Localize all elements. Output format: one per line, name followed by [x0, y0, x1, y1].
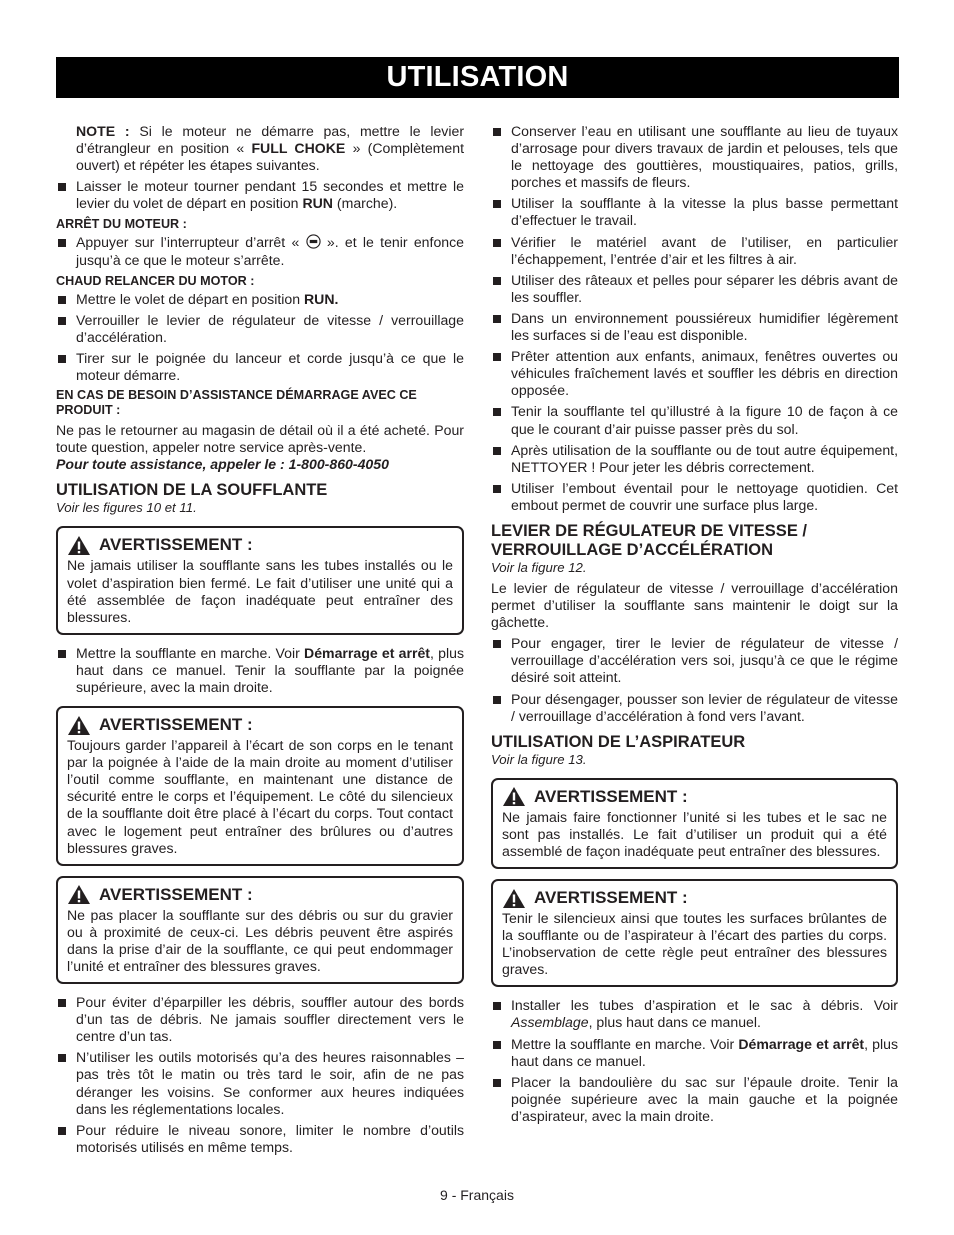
warning-title [67, 884, 453, 906]
list-item: Prêter attention aux enfants, animaux, fenêtres ouvertes ou véhicules fraîchement lavés et souffler les débris en direction opposée. [491, 348, 898, 399]
warning-title [502, 887, 887, 909]
list-item-italic: Assemblage [511, 1014, 589, 1031]
stop-list [56, 234, 464, 268]
warning-title [67, 714, 453, 736]
list-item-text: , plus haut dans ce manuel. [511, 1035, 898, 1069]
list-item-text: , plus haut dans ce manuel. [588, 1014, 761, 1031]
list-item-text: Installer les tubes d’aspiration et le sac à débris. Voir [511, 997, 898, 1014]
list-item: Tirer sur le poignée du lanceur et corde jusqu’à ce que le moteur démarre. [56, 350, 464, 384]
list-item-text: ». et le tenir enfonce jusqu’à ce que le moteur s’arrête. [76, 234, 465, 268]
lever-section-heading: LEVIER DE RÉGULATEUR DE VITESSE / VERROUILLAGE D’ACCÉLÉRATION [491, 521, 807, 559]
list-item: Vérifier le matériel avant de l’utiliser, en particulier l’échappement, l’entrée d’air et les filtres à air. [491, 234, 898, 268]
page-footer: 9 - Français [440, 1187, 514, 1203]
stop-switch-icon [306, 234, 321, 249]
list-item [56, 234, 464, 268]
list-item-text: Mettre le volet de départ en position [76, 290, 301, 307]
lever-list [491, 635, 898, 724]
warning-text: Ne jamais utiliser la soufflante sans les tubes installés ou le volet d’aspiration bien fermé. Le fait d’utiliser une unité qui a été assemblée de façon inadéquate peut entraîner des blessures. [67, 557, 453, 625]
list-item: Pour éviter d’éparpiller les débris, souffler autour des bords d’un tas de débris. Ne jamais souffler directement vers le centre d’un tas. [56, 994, 464, 1045]
vacuum-section-heading: UTILISATION DE L’ASPIRATEUR [491, 732, 746, 751]
list-item: Utiliser la soufflante à la vitesse la plus basse permettant d’effectuer le travail. [491, 195, 898, 229]
list-item-text: Mettre la soufflante en marche. Voir [511, 1035, 735, 1052]
note-paragraph [56, 123, 464, 174]
list-item: Tenir la soufflante tel qu’illustré à la figure 10 de façon à ce que le courant d’air puisse passer près du sol. [491, 403, 898, 437]
list-item-bold: Démarrage et arrêt [738, 1035, 865, 1052]
hot-restart-heading: CHAUD RELANCER DU MOTOR : [56, 273, 255, 288]
warning-title-text: AVERTISSEMENT : [99, 535, 253, 555]
warning-text: Tenir le silencieux ainsi que toutes les surfaces brûlantes de la soufflante ou de l’aspirateur à l’écart des parties du corps. L’inobservation de cette règle peut entraîner des blessures graves. [502, 910, 887, 978]
warning-triangle-icon [502, 786, 526, 807]
list-item: Verrouiller le levier de régulateur de vitesse / verrouillage d’accélération. [56, 312, 464, 346]
list-item: Placer la bandoulière du sac sur l’épaule droite. Tenir la poignée supérieure avec la main gauche et la poignée d’aspirateur, avec la main droite. [491, 1074, 898, 1125]
assistance-phone: Pour toute assistance, appeler le : 1-800-860-4050 [56, 456, 389, 473]
list-item: Pour désengager, pousser son levier de régulateur de vitesse / verrouillage d’accélération à fond vers l’avant. [491, 691, 898, 725]
warning-triangle-icon [502, 888, 526, 909]
list-item-text: Mettre la soufflante en marche. Voir [76, 644, 300, 661]
note-text: Si le moteur ne démarre pas, mettre le levier d’étrangleur en position « [76, 123, 465, 157]
list-item: Pour réduire le niveau sonore, limiter le nombre d’outils motorisés utilisés en même temps. [56, 1122, 464, 1156]
list-item: Dans un environnement poussiéreux humidifier légèrement les surfaces si de l’eau est disponible. [491, 310, 898, 344]
assistance-text: Ne pas le retourner au magasin de détail où il a été acheté. Pour toute question, appeler notre service après-vente. [56, 422, 464, 456]
warning-text: Toujours garder l’appareil à l’écart de son corps en le tenant par la poignée à l’aide de la main droite au moment d’utiliser l’outil comme soufflante, en maintenant une distance de sécurité entre le corps et l’équipement. Le côté du silencieux de la soufflante doit être placé à l’écart du corps. Tout contact avec le logement peut entraîner des brûlures ou d’autres blessures graves. [67, 737, 453, 856]
list-item-text: , plus haut dans ce manuel. Tenir la soufflante par la poignée supérieure, avec la main droite. [76, 644, 464, 695]
warning-box [491, 778, 898, 869]
warning-title-text: AVERTISSEMENT : [99, 884, 253, 904]
list-item-text: (marche). [336, 195, 398, 212]
warning-triangle-icon [67, 884, 91, 905]
note-bold: FULL CHOKE [251, 140, 346, 157]
list-item: Pour engager, tirer le levier de régulateur de vitesse / verrouillage d’accélération vers soi, jusqu’à ce que le régime désiré soit atteint. [491, 635, 898, 686]
note-label: NOTE : [76, 123, 130, 139]
warning-title-text: AVERTISSEMENT : [534, 786, 688, 806]
warning-text: Ne pas placer la soufflante sur des débris ou sur du gravier ou à proximité de ceux-ci. Les débris peuvent être aspirés dans la prise d’air de la soufflante, ce qui peut endommager l’unité et entraîner des blessures graves. [67, 906, 453, 974]
left-column [56, 123, 464, 1160]
warning-title [502, 786, 887, 808]
list-item-text: Appuyer sur l’interrupteur d’arrêt « [76, 234, 300, 251]
list-item [491, 997, 898, 1031]
list-item [56, 178, 464, 212]
list-item: Utiliser l’embout éventail pour le nettoyage quotidien. Cet embout permet de couvrir une surface plus large. [491, 480, 898, 514]
blower-tips-list [491, 123, 898, 514]
warning-box [56, 876, 464, 984]
warning-box [491, 879, 898, 987]
start-list [56, 645, 464, 696]
hot-restart-list [56, 291, 464, 384]
warning-text: Ne jamais faire fonctionner l’unité si les tubes et le sac ne sont pas installés. Le fait d’utiliser un produit qui a été assemblé de façon inadéquate peut entraîner des blessures. [502, 808, 887, 859]
list-item-bold: RUN. [304, 290, 339, 307]
blower-section-heading: UTILISATION DE LA SOUFFLANTE [56, 481, 328, 500]
vacuum-figure-ref: Voir la figure 13. [491, 751, 587, 767]
assistance-heading: EN CAS DE BESOIN D’ASSISTANCE DÉMARRAGE AVEC CE PRODUIT : [56, 388, 417, 418]
right-column [491, 123, 898, 1129]
list-item-text: Laisser le moteur tourner pendant 15 secondes et mettre le levier du volet de départ en position [76, 178, 464, 212]
vacuum-steps-list [491, 997, 898, 1125]
list-item: N’utiliser les outils motorisés qu’a des heures raisonnables – pas très tôt le matin ou très tard le soir, afin de ne pas déranger les voisins. Se conformer aux heures indiquées dans les réglementations locales. [56, 1049, 464, 1117]
warning-box [56, 526, 464, 634]
list-item-bold: Démarrage et arrêt [304, 644, 430, 661]
blower-figure-ref: Voir les figures 10 et 11. [56, 500, 197, 516]
stop-heading: ARRÊT DU MOTEUR : [56, 217, 187, 232]
list-item [56, 645, 464, 696]
note-text-2: » (Complètement ouvert) et répéter les étapes suivantes. [76, 140, 464, 174]
page-title-banner: UTILISATION [56, 57, 899, 98]
list-item [491, 1036, 898, 1070]
warning-triangle-icon [67, 715, 91, 736]
warning-title-text: AVERTISSEMENT : [534, 888, 688, 907]
list-item [56, 291, 464, 308]
list-item-bold: RUN [302, 195, 333, 212]
list-item: Après utilisation de la soufflante ou de tout autre équipement, NETTOYER ! Pour jeter les débris correctement. [491, 442, 898, 476]
lever-description: Le levier de régulateur de vitesse / verrouillage d’accélération permet d’utiliser la soufflante sans maintenir le doigt sur la gâchette. [491, 579, 898, 631]
usage-tips-list [56, 994, 464, 1156]
list-item: Utiliser des râteaux et pelles pour séparer les débris avant de les souffler. [491, 272, 898, 306]
warning-triangle-icon [67, 535, 91, 556]
lever-figure-ref: Voir la figure 12. [491, 559, 587, 575]
warning-box [56, 706, 464, 866]
list-item: Conserver l’eau en utilisant une soufflante au lieu de tuyaux d’arrosage pour divers travaux de jardin et pelouses, tels que le nettoyage des gouttières, moustiquaires, patios, grills, porches et massifs de fleurs. [491, 123, 898, 191]
warning-title [67, 534, 453, 556]
warning-title-text: AVERTISSEMENT : [99, 715, 253, 735]
run-list [56, 178, 464, 212]
